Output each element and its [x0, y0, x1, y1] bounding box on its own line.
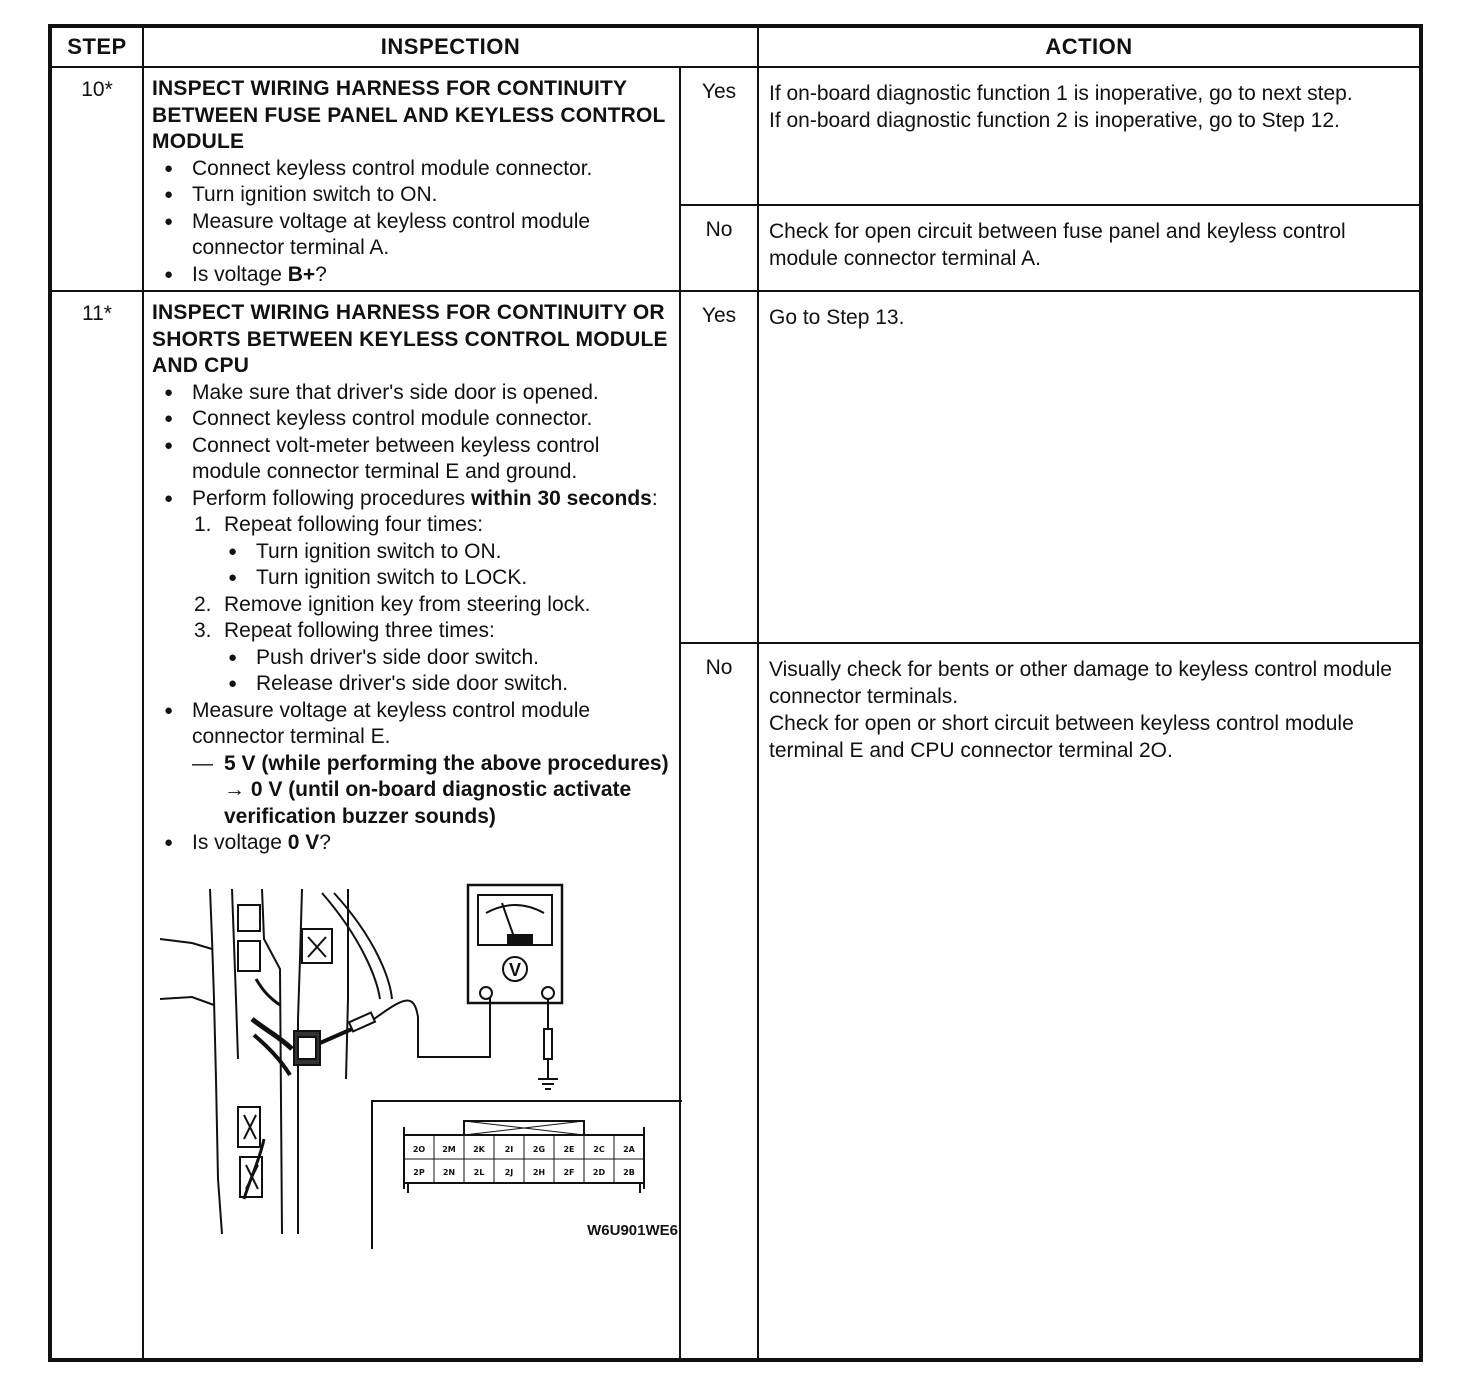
table-header-row — [51, 27, 1420, 67]
question-prefix: Is voltage — [192, 262, 288, 286]
perform-bold: within 30 seconds — [470, 486, 652, 510]
no-label: No — [680, 643, 758, 1359]
procedure-text: Remove ignition key from steering lock. — [224, 592, 591, 616]
list-item — [152, 262, 671, 289]
action-line: Visually check for bents or other damage to keyless control module connector terminals. — [769, 658, 1392, 708]
connector-pin-label: 2M — [442, 1144, 456, 1154]
inspection-cell — [143, 291, 680, 1359]
list-item: ● Turn ignition switch to ON. — [224, 539, 671, 566]
list-item: ● Turn ignition switch to LOCK. — [224, 565, 671, 592]
connector-pin-label: 2K — [473, 1144, 485, 1154]
list-item: ● Connect volt-meter between keyless control module connector terminal E and ground. — [152, 433, 671, 486]
list-item: ● Turn ignition switch to ON. — [152, 182, 671, 209]
list-item — [152, 698, 671, 831]
wiring-illustration — [152, 879, 682, 1249]
inspection-heading: INSPECT WIRING HARNESS FOR CONTINUITY BETWEEN FUSE PANEL AND KEYLESS CONTROL MODULE — [152, 77, 666, 153]
inspection-heading: INSPECT WIRING HARNESS FOR CONTINUITY OR SHORTS BETWEEN KEYLESS CONTROL MODULE AND CPU — [152, 301, 668, 377]
step-number: 11* — [51, 291, 143, 1359]
list-item — [152, 486, 671, 698]
yes-label: Yes — [680, 67, 758, 205]
procedure-item — [194, 618, 671, 698]
header-step: STEP — [51, 27, 143, 67]
connector-pin-label: 2L — [473, 1167, 485, 1177]
perform-suffix: : — [651, 486, 658, 510]
procedure-item — [194, 512, 671, 592]
procedure-list — [192, 512, 671, 698]
header-action: ACTION — [758, 27, 1420, 67]
connector-pin-label: 2O — [412, 1144, 426, 1154]
no-label: No — [680, 205, 758, 291]
voltmeter-symbol: V — [508, 959, 522, 980]
connector-pin-label: 2G — [532, 1144, 546, 1154]
question-prefix: Is voltage — [192, 831, 288, 854]
voltage-spec — [192, 751, 671, 831]
connector-pin-label: 2J — [504, 1167, 514, 1177]
procedure-number: 1. — [194, 513, 212, 536]
action-line: If on-board diagnostic function 1 is inoperative, go to next step. — [769, 82, 1353, 105]
yes-label: Yes — [680, 291, 758, 643]
yes-action: Go to Step 13. — [758, 291, 1420, 643]
inspection-bullets — [152, 380, 671, 857]
list-item: ● Release driver's side door switch. — [224, 671, 671, 698]
no-action: Check for open circuit between fuse panel and keyless control module connector terminal A. — [758, 205, 1420, 291]
procedure-text: Repeat following four times: — [224, 513, 484, 536]
list-item: ● Push driver's side door switch. — [224, 645, 671, 672]
connector-pin-label: 2A — [623, 1144, 635, 1154]
procedure-sublist — [224, 645, 671, 698]
table-row — [51, 291, 1420, 643]
step-number: 10* — [51, 67, 143, 291]
spec-text: 5 V (while performing the above procedures) → 0 V (until on-board diagnostic activate verification buzzer sounds) — [224, 751, 669, 828]
question-suffix: ? — [319, 831, 331, 854]
action-line: If on-board diagnostic function 2 is inoperative, go to Step 12. — [769, 109, 1340, 132]
connector-pin-label: 2B — [623, 1167, 635, 1177]
table-row — [51, 67, 1420, 205]
inspection-bullets — [152, 156, 671, 289]
procedure-text: Repeat following three times: — [224, 619, 495, 642]
connector-pin-label: 2D — [592, 1167, 606, 1177]
list-item: ● Connect keyless control module connector. — [152, 406, 671, 433]
question-value: 0 V — [287, 831, 320, 854]
connector-pin-label: 2F — [563, 1167, 575, 1177]
connector-pin-label: 2H — [532, 1167, 546, 1177]
connector-pin-label: 2I — [504, 1144, 514, 1154]
diagnostic-table-page — [48, 24, 1423, 1362]
diagnostic-table — [50, 26, 1421, 1360]
no-action — [758, 643, 1420, 1359]
procedure-sublist — [224, 539, 671, 592]
connector-pin-label: 2N — [442, 1167, 456, 1177]
perform-prefix: Perform following procedures — [192, 486, 471, 510]
list-item — [152, 830, 671, 857]
inspection-cell — [143, 67, 680, 291]
connector-pin-label: 2C — [593, 1144, 605, 1154]
measure-text: Measure voltage at keyless control module connector terminal E. — [192, 698, 591, 748]
procedure-item — [194, 592, 671, 619]
procedure-number: 2. — [194, 592, 212, 616]
question-value: B+ — [287, 262, 316, 286]
spec-dash: — — [192, 751, 213, 775]
yes-action — [758, 67, 1420, 205]
wiring-diagram-svg — [152, 879, 682, 1249]
list-item: ● Make sure that driver's side door is opened. — [152, 380, 671, 407]
list-item: ● Measure voltage at keyless control module connector terminal A. — [152, 209, 671, 262]
figure-code: W6U901WE6 — [587, 1222, 678, 1239]
header-inspection: INSPECTION — [143, 27, 758, 67]
list-item: ● Connect keyless control module connector. — [152, 156, 671, 183]
question-suffix: ? — [315, 262, 327, 286]
action-line: Check for open or short circuit between keyless control module terminal E and CPU connector terminal 2O. — [769, 712, 1354, 762]
connector-pin-label: 2E — [563, 1144, 575, 1154]
connector-pin-label: 2P — [413, 1167, 425, 1177]
procedure-number: 3. — [194, 619, 212, 642]
